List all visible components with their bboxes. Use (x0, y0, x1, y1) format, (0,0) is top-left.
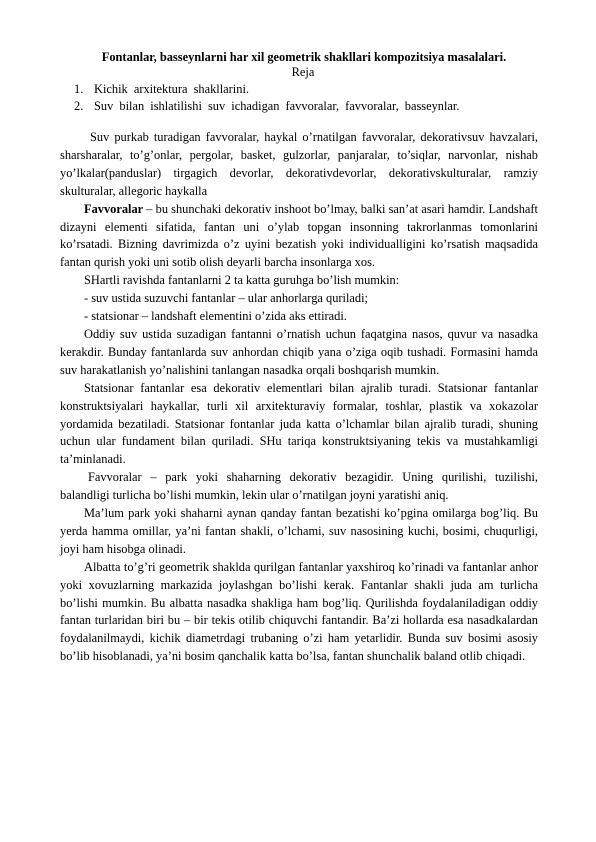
paragraph-floating-fountains: Oddiy suv ustida suzadigan fantanni o’rnatish uchun faqatgina nasos, quvur va nasadka kerakdir. Bunday fantanlarda suv anhordan chiqib yana o’ziga oqib tushadi. Formasini hamda suv harakatlanish yo’nalishini tanlangan nasadka orqali boshqarish mumkin. (60, 326, 538, 377)
plan-item-number: 2. (74, 99, 84, 113)
paragraph-group-stationary: - statsionar – landshaft elementini o’zida aks ettiradi. (84, 309, 347, 324)
plan-heading: Reja (291, 65, 315, 79)
favvoralar-definition-text: – bu shunchaki dekorativ inshoot bo’lmay, balki san’at asari hamdir. Landshaft dizayni elementi sifatida, fantan uni o’ylab topgan insonning takrorlanmas tomonlarini ko’rsatadi. Bizning davrimizda o’z uyini bezatish yoki individualligini ko’rsatish maqsadida fantan qurish yoki uni sotib olish deyarli barcha insonlarga xos. (60, 201, 538, 270)
plan-item (60, 98, 538, 115)
paragraph-group-floating: - suv ustida suzuvchi fantanlar – ular anhorlarga quriladi; (84, 291, 368, 306)
plan-item-text: Kichik arxitektura shakllarini. (94, 82, 249, 96)
plan-item-text: Suv bilan ishlatilishi suv ichadigan favvoralar, favvoralar, basseynlar. (94, 99, 460, 113)
paragraph-factors: Ma’lum park yoki shaharni aynan qanday fantan bezatishi ko’pgina omilarga bog’liq. Bu yerda hamma omillar, ya’ni fantan shakli, o’lchami, suv nasosining kuchi, bosimi, chuqurligi, joyi ham hisobga olinadi. (60, 506, 538, 556)
plan-item (60, 81, 538, 98)
plan-list (60, 81, 538, 115)
plan-item-number: 1. (74, 82, 84, 96)
document-page (60, 50, 538, 666)
paragraph-groups-intro: SHartli ravishda fantanlarni 2 ta katta guruhga bo’lish mumkin: (84, 273, 400, 288)
paragraph-elements-list: Suv purkab turadigan favvoralar, haykal o’rnatilgan favvoralar, dekorativsuv havzalari, sharsharalar, to’g’onlar, pergolar, basket, gulzorlar, panjaralar, to’siqlar, narvonlar, nishab yo’lkalar(panduslar) tirgagich devorlar, dekorativdevorlar, dekorativskulturalar, ramziy skulturalar, allegoric haykalla (60, 130, 538, 198)
term-favvoralar: Favvoralar (84, 201, 144, 216)
paragraph-geometric-shapes: Albatta to’g’ri geometrik shaklda qurilgan fantanlar yaxshiroq ko’rinadi va fantanlar anhor yoki xovuzlarning markazida joylashgan bo’lishi kerak. Fantanlar shakli juda am turlicha bo’lishi mumkin. Bu albatta nasadka shakliga ham bog’liq. Qurilishda foydalaniladigan oddiy fantan turlaridan biri bu – bir tekis otilib chiquvchi fantandir. Ba’zi hollarda esa nasadkalardan foydalanilmaydi, kichik diametrdagi trubaning o’zi ham yetarlidir. Bunda suv bosimi asosiy bo’lib hisoblanadi, ya’ni bosim qanchalik katta bo’lsa, fantan shunchalik baland otlib chiqadi. (60, 559, 538, 664)
document-title: Fontanlar, basseynlarni har xil geometrik shakllari kompozitsiya masalalari. (101, 50, 507, 64)
paragraph-park-decoration: Favvoralar – park yoki shaharning dekorativ bezagidir. Uning qurilishi, tuzilishi, balandligi turlicha bo’lishi mumkin, lekin ular o’rnatilgan joyni yaratishi aniq. (60, 470, 538, 503)
paragraph-favvoralar-definition (60, 201, 538, 273)
paragraph-stationary-fountains: Statsionar fantanlar esa dekorativ elementlari bilan ajralib turadi. Statsionar fantanlar konstruktsiyalari haykallar, turli xil arxitekturaviy formalar, toshlar, plastik va xokazolar yordamida bezatiladi. Statsionar fontanlar juda katta o’lchamlar bilan ajralib turadi, shuning uchun ular fundament bilan quriladi. SHu tariqa konstruktsiyaning tekis va mustahkamligi ta’minlanadi. (60, 380, 538, 467)
spacer (60, 115, 538, 129)
